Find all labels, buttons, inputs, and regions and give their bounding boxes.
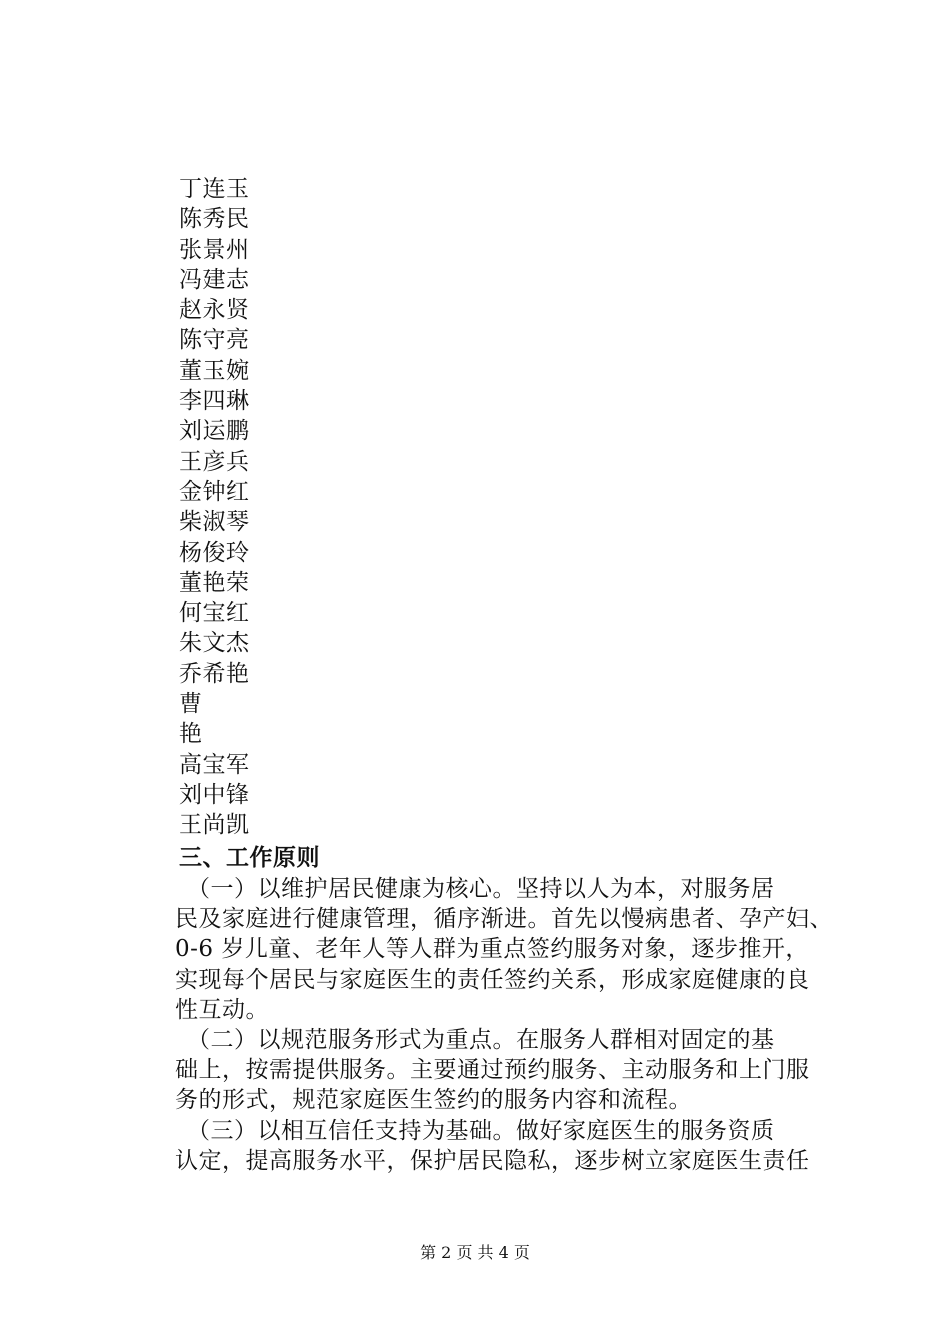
paragraph-line: 础上，按需提供服务。主要通过预约服务、主动服务和上门服 [175, 1057, 810, 1084]
paragraph-line: 务的形式，规范家庭医生签约的服务内容和流程。 [175, 1087, 692, 1114]
page-footer: 第 2 页 共 4 页 [420, 1243, 530, 1262]
paragraph-principle-3 [175, 1116, 855, 1176]
name-item: 丁连玉 [179, 176, 250, 202]
name-item: 冯建志 [179, 266, 250, 293]
name-item: 李四琳 [179, 388, 250, 415]
name-item: 高宝军 [179, 751, 250, 778]
paragraph-principle-1 [175, 874, 855, 1025]
paragraph-line: 0-6 岁儿童、老年人等人群为重点签约服务对象，逐步推开， [175, 936, 809, 963]
name-item: 何宝红 [179, 600, 250, 627]
section-heading: 三、工作原则 [179, 844, 320, 871]
name-item: 赵永贤 [179, 297, 250, 324]
name-item: 杨俊玲 [179, 539, 250, 566]
name-item: 董玉婉 [179, 357, 250, 384]
name-list [179, 174, 250, 841]
name-item: 陈秀民 [179, 206, 250, 233]
name-item: 乔希艳 [179, 660, 250, 687]
paragraph-line: （三）以相互信任支持为基础。做好家庭医生的服务资质 [175, 1118, 775, 1144]
name-item: 朱文杰 [179, 630, 250, 657]
name-item: 董艳荣 [179, 569, 250, 596]
name-item: 张景州 [179, 236, 250, 263]
paragraph-line: （一）以维护居民健康为核心。坚持以人为本，对服务居 [175, 876, 775, 902]
name-item: 艳 [179, 721, 203, 748]
paragraph-line: 实现每个居民与家庭医生的责任签约关系，形成家庭健康的良 [175, 966, 810, 993]
paragraph-principle-2 [175, 1025, 855, 1116]
name-item: 金钟红 [179, 478, 250, 505]
name-item: 王彦兵 [179, 448, 250, 475]
paragraph-line: 认定，提高服务水平，保护居民隐私，逐步树立家庭医生责任 [175, 1148, 810, 1175]
paragraph-line: （二）以规范服务形式为重点。在服务人群相对固定的基 [175, 1027, 775, 1053]
paragraph-line: 民及家庭进行健康管理，循序渐进。首先以慢病患者、孕产妇、 [175, 906, 833, 933]
name-item: 王尚凯 [179, 812, 250, 839]
name-item: 刘中锋 [179, 781, 250, 808]
paragraph-line: 性互动。 [175, 996, 269, 1023]
name-item: 柴淑琴 [179, 509, 250, 536]
name-item: 曹 [179, 691, 203, 718]
name-item: 陈守亮 [179, 327, 250, 354]
name-item: 刘运鹏 [179, 418, 250, 445]
